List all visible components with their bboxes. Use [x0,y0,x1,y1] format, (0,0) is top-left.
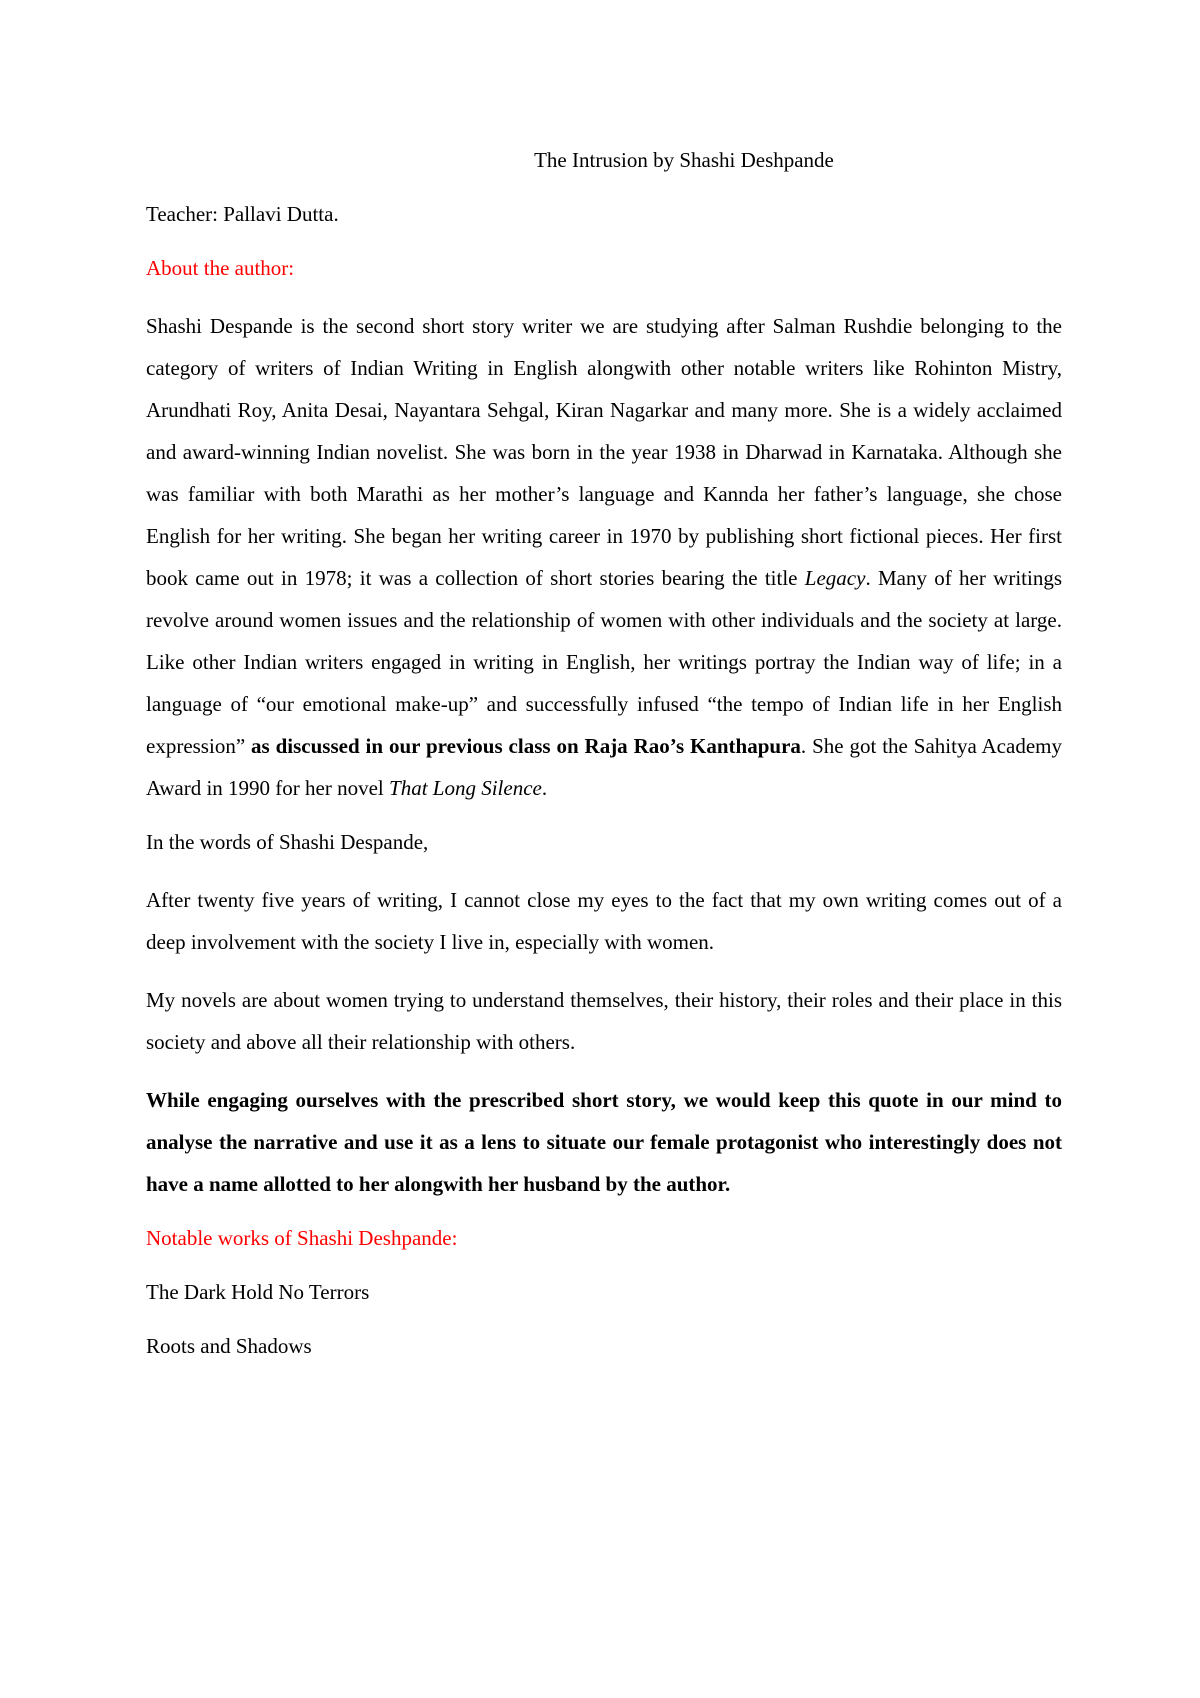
about-bold-text: as discussed in our previous class on Raja Rao’s Kanthapura [251,734,801,758]
document-title: The Intrusion by Shashi Deshpande [534,148,834,172]
quote-paragraph-1: After twenty five years of writing, I cannot close my eyes to the fact that my own writing comes out of a deep involvement with the society I live in, especially with women. [146,888,1062,954]
work-item: Roots and Shadows [146,1334,312,1358]
about-paragraph [146,305,1062,809]
about-text-1: Shashi Despande is the second short story writer we are studying after Salman Rushdie belonging to the category of writers of Indian Writing in English alongwith other notable writers like Rohinton Mistry, Arundhati Roy, Anita Desai, Nayantara Sehgal, Kiran Nagarkar and many more. She is a widely acclaimed and award-winning Indian novelist. She was born in the year 1938 in Dharwad in Karnataka. Although she was familiar with both Marathi as her mother’s language and Kannda her father’s language, she chose English for her writing. She began her writing career in 1970 by publishing short fictional pieces. Her first book came out in 1978; it was a collection of short stories bearing the title [146,314,1062,590]
work-item: The Dark Hold No Terrors [146,1280,370,1304]
document-page [146,143,1062,1383]
about-text-end: . [541,776,548,800]
about-italic-legacy: Legacy [804,566,866,590]
teacher-line: Teacher: Pallavi Dutta. [146,202,339,226]
bold-paragraph: While engaging ourselves with the prescribed short story, we would keep this quote in our mind to analyse the narrative and use it as a lens to situate our female protagonist who interestingly does not have a name allotted to her alongwith her husband by the author. [146,1088,1062,1196]
words-intro: In the words of Shashi Despande, [146,830,429,854]
about-heading: About the author: [146,256,295,280]
works-heading: Notable works of Shashi Deshpande: [146,1226,458,1250]
about-text-2: . Many of her writings revolve around women issues and the relationship of women with other individuals and the society at large. Like other Indian writers engaged in writing in English, her writings portray the Indian way of life; in a language of “our emotional make-up” and successfully infused “the tempo of Indian life in her English expression” [146,566,1062,758]
about-italic-novel: That Long Silence [389,776,542,800]
about-text-3: . She got the Sahitya Academy Award in 1990 for her novel [146,734,1062,800]
quote-paragraph-2: My novels are about women trying to understand themselves, their history, their roles and their place in this society and above all their relationship with others. [146,988,1062,1054]
